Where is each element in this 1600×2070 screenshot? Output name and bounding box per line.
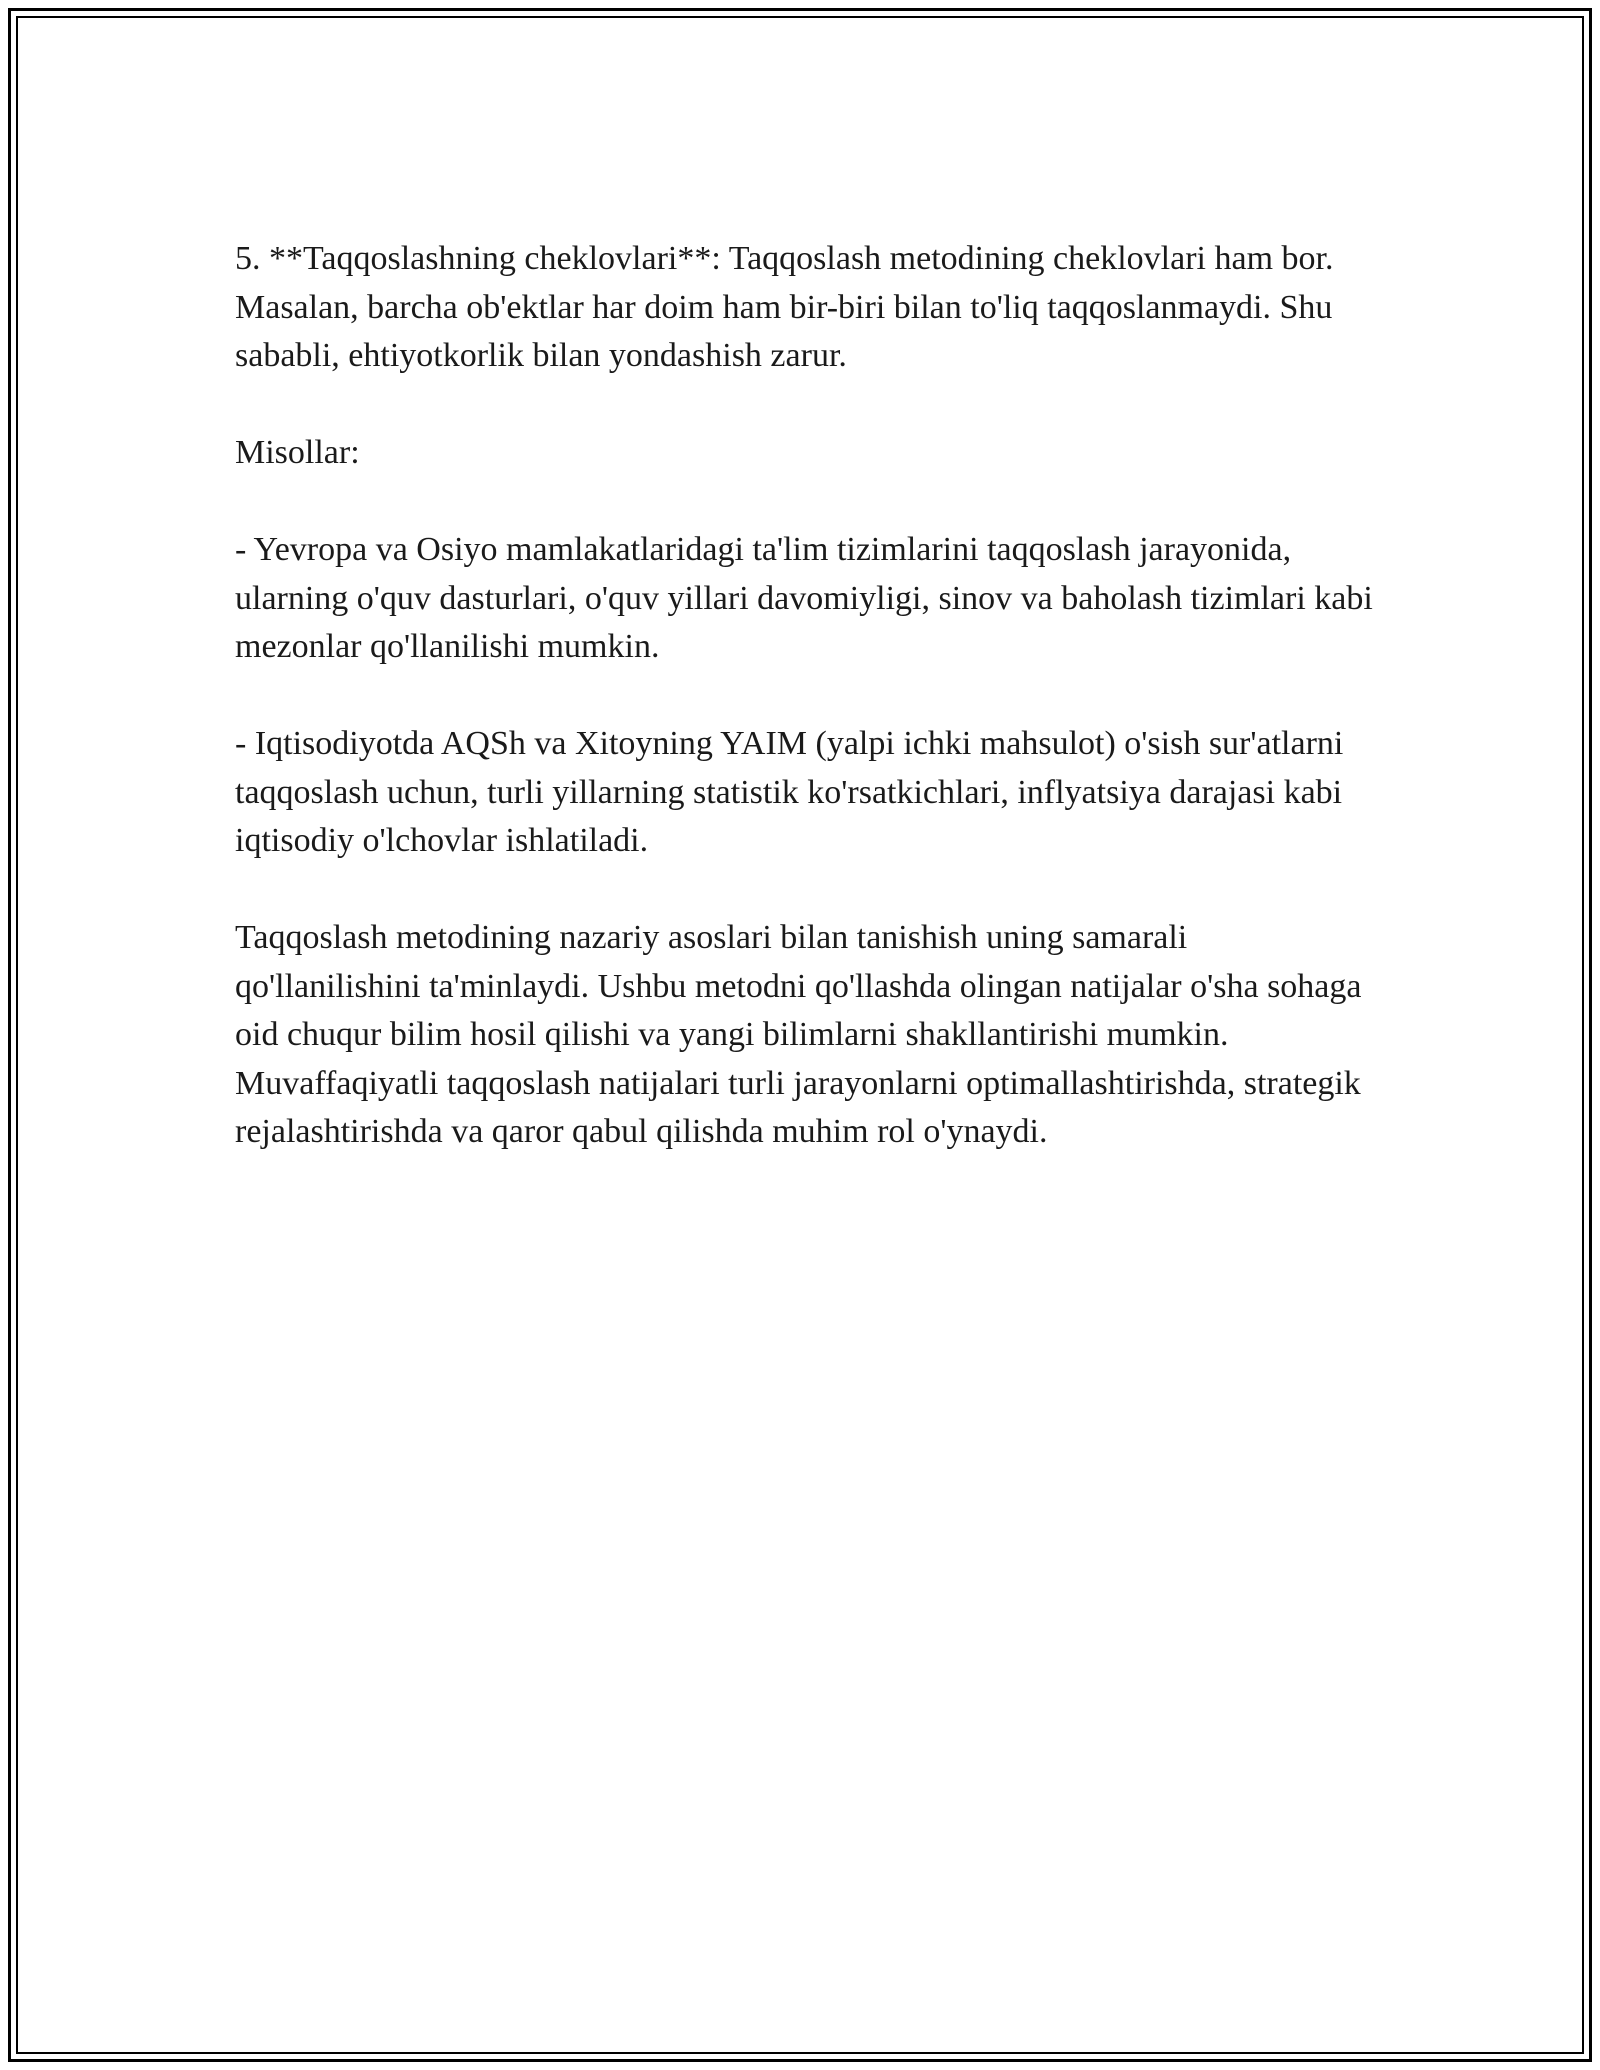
paragraph-conclusion: Taqqoslash metodining nazariy asoslari bilan tanishish uning samarali qo'llanilishini ta'minlaydi. Ushbu metodni qo'llashda olingan natijalar o'sha sohaga oid chuqur bilim hosil qilishi va yangi bilimlarni shakllantirishi mumkin. Muvaffaqiyatli taqqoslash natijalari turli jarayonlarni optimallashtirishda, strategik rejalashtirishda va qaror qabul qilishda muhim rol o'ynaydi.	[235, 919, 1370, 1150]
document-body	[235, 235, 1382, 1157]
paragraph-examples-heading: Misollar:	[235, 434, 360, 471]
paragraph-example-economy: - Iqtisodiyotda AQSh va Xitoyning YAIM (yalpi ichki mahsulot) o'sish sur'atlarni taqqoslash uchun, turli yillarning statistik ko'rsatkichlari, inflyatsiya darajasi kabi iqtisodiy o'lchovlar ishlatiladi.	[235, 725, 1352, 859]
paragraph-limitations: 5. **Taqqoslashning cheklovlari**: Taqqoslash metodining cheklovlari ham bor. Masalan, barcha ob'ektlar har doim ham bir-biri bilan to'liq taqqoslanmaydi. Shu sababli, ehtiyotkorlik bilan yondashish zarur.	[235, 240, 1342, 374]
paragraph-example-education: - Yevropa va Osiyo mamlakatlaridagi ta'lim tizimlarini taqqoslash jarayonida, ularning o'quv dasturlari, o'quv yillari davomiyligi, sinov va baholash tizimlari kabi mezonlar qo'llanilishi mumkin.	[235, 531, 1382, 665]
